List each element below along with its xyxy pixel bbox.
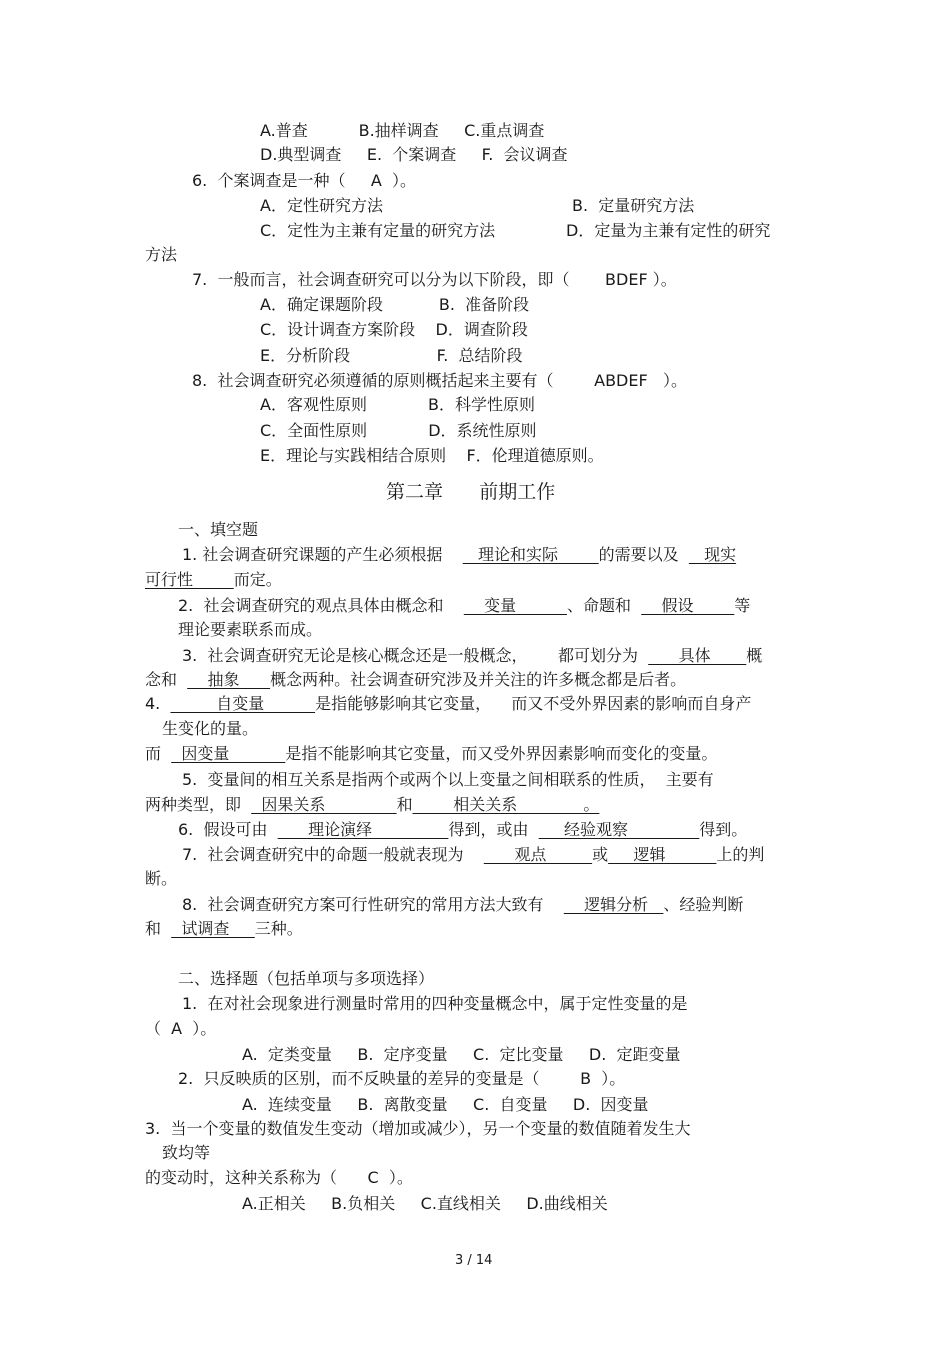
fill-q1-blank-2: 现实 — [688, 545, 737, 564]
fill-q3-line-2: 念和 抽象 概念两种。社会调查研究涉及并关注的许多概念都是后者。 — [145, 670, 687, 689]
q6-option-d-continued: 方法 — [145, 245, 178, 264]
q5-options-row-2: D.典型调查 E. 个案调查 F. 会议调查 — [260, 145, 568, 164]
q7-stem: 7. 一般而言，社会调查研究可以分为以下阶段，即（ BDEF ）。 — [192, 270, 677, 289]
fill-q5-blank-1: 因果关系 — [251, 795, 397, 814]
fill-q2-blank-2: 假设 — [641, 596, 735, 615]
fill-q6-line-1: 6. 假设可由 理论演绎 得到，或由 经验观察 得到。 — [178, 820, 748, 839]
fill-q4-line-3: 而 因变量 是指不能影响其它变量，而又受外界因素影响而变化的变量。 — [145, 744, 718, 763]
q8-options-row-1: A．客观性原则 B．科学性原则 — [260, 395, 535, 414]
fill-q5-line-1: 5. 变量间的相互关系是指两个或两个以上变量之间相联系的性质， 主要有 — [182, 770, 714, 789]
fill-q4-line-1: 4. 自变量 是指能够影响其它变量， 而又不受外界因素的影响而自身产 — [145, 694, 752, 713]
fill-q4-blank-1: 自变量 — [170, 694, 316, 713]
q6-option-d: D．定量为主兼有定性的研究 — [566, 221, 771, 240]
choice-q3-stem: 3. 当一个变量的数值发生变动（增加或减少），另一个变量的数值随着发生大 — [145, 1119, 691, 1138]
fill-q3-blank-1: 具体 — [648, 646, 747, 665]
q8-options-row-3: E．理论与实践相结合原则 F．伦理道德原则。 — [260, 446, 604, 465]
fill-q7-blank-1: 观点 — [483, 845, 593, 864]
fill-q1-line-2: 可行性 而定。 — [145, 570, 282, 589]
fill-q8-line-1: 8. 社会调查研究方案可行性研究的常用方法大致有 逻辑分析 、经验判断 — [182, 895, 744, 914]
fill-q7-line-1: 7. 社会调查研究中的命题一般就表现为 观点 或 逻辑 上的判 — [182, 845, 765, 864]
fill-q6-blank-1: 理论演绎 — [277, 820, 449, 839]
choice-section-heading: 二、选择题（包括单项与多项选择） — [178, 969, 435, 988]
fill-q2-blank-1: 变量 — [463, 596, 568, 615]
choice-q3-stem-continued: 致均等 — [162, 1143, 211, 1162]
fill-q4-line-2: 生变化的量。 — [162, 719, 259, 738]
q7-options-row-2: C．设计调查方案阶段 D．调查阶段 — [260, 320, 528, 339]
fill-section-heading: 一、填空题 — [178, 520, 259, 539]
fill-q2-line-1: 2. 社会调查研究的观点具体由概念和 变量 、命题和 假设 等 — [178, 596, 751, 615]
fill-q8-line-2: 和 试调查 三种。 — [145, 919, 303, 938]
fill-q2-line-2: 理论要素联系而成。 — [178, 620, 323, 639]
fill-q1-blank-1: 理论和实际 — [462, 545, 599, 564]
q6-option-c: C．定性为主兼有定量的研究方法 — [260, 221, 496, 240]
fill-q8-blank-1: 逻辑分析 — [563, 895, 664, 914]
fill-q1-line-1: 1. 社会调查研究课题的产生必须根据 理论和实际 的需要以及 现实 — [182, 545, 737, 564]
choice-q2-stem: 2. 只反映质的区别，而不反映量的差异的变量是（ B ）。 — [178, 1069, 626, 1088]
fill-q7-blank-2: 逻辑 — [608, 845, 717, 864]
q5-options-row-1: A.普查 B.抽样调查 C.重点调查 — [260, 121, 545, 140]
choice-q1-stem: 1. 在对社会现象进行测量时常用的四种变量概念中，属于定性变量的是 — [182, 994, 688, 1013]
choice-q1-options: A. 定类变量 B. 定序变量 C. 定比变量 D. 定距变量 — [242, 1045, 681, 1064]
q6-option-b: B. 定量研究方法 — [572, 196, 695, 215]
fill-q7-line-2: 断。 — [145, 869, 178, 888]
fill-q6-blank-2: 经验观察 — [538, 820, 700, 839]
fill-q1-blank-2-continued: 可行性 — [145, 570, 234, 589]
q8-stem: 8. 社会调查研究必须遵循的原则概括起来主要有（ ABDEF ）。 — [192, 371, 687, 390]
page-number: 3 / 14 — [455, 1253, 493, 1268]
q6-stem: 6. 个案调查是一种（ A ）。 — [192, 171, 416, 190]
choice-q3-options: A.正相关 B.负相关 C.直线相关 D.曲线相关 — [242, 1194, 608, 1213]
choice-q1-stem-continued: （ A ）。 — [145, 1019, 217, 1038]
q7-options-row-1: A．确定课题阶段 B. 准备阶段 — [260, 295, 530, 314]
choice-q2-options: A. 连续变量 B. 离散变量 C. 自变量 D. 因变量 — [242, 1095, 649, 1114]
q6-option-a: A．定性研究方法 — [260, 196, 383, 215]
fill-q5-blank-2: 相关关系 。 — [412, 795, 600, 814]
choice-q3-stem-continued-2: 的变动时，这种关系称为（ C ）。 — [145, 1168, 413, 1187]
q8-options-row-2: C．全面性原则 D．系统性原则 — [260, 421, 537, 440]
chapter-title: 第二章 前期工作 — [386, 481, 556, 503]
fill-q3-line-1: 3. 社会调查研究无论是核心概念还是一般概念， 都可划分为 具体 概 — [182, 646, 763, 665]
fill-q4-blank-2: 因变量 — [171, 744, 286, 763]
q7-options-row-3: E．分析阶段 F. 总结阶段 — [260, 346, 523, 365]
fill-q5-line-2: 两种类型，即 因果关系 和 相关关系 。 — [145, 795, 600, 814]
fill-q8-blank-2: 试调查 — [171, 919, 255, 938]
fill-q3-blank-2: 抽象 — [187, 670, 271, 689]
